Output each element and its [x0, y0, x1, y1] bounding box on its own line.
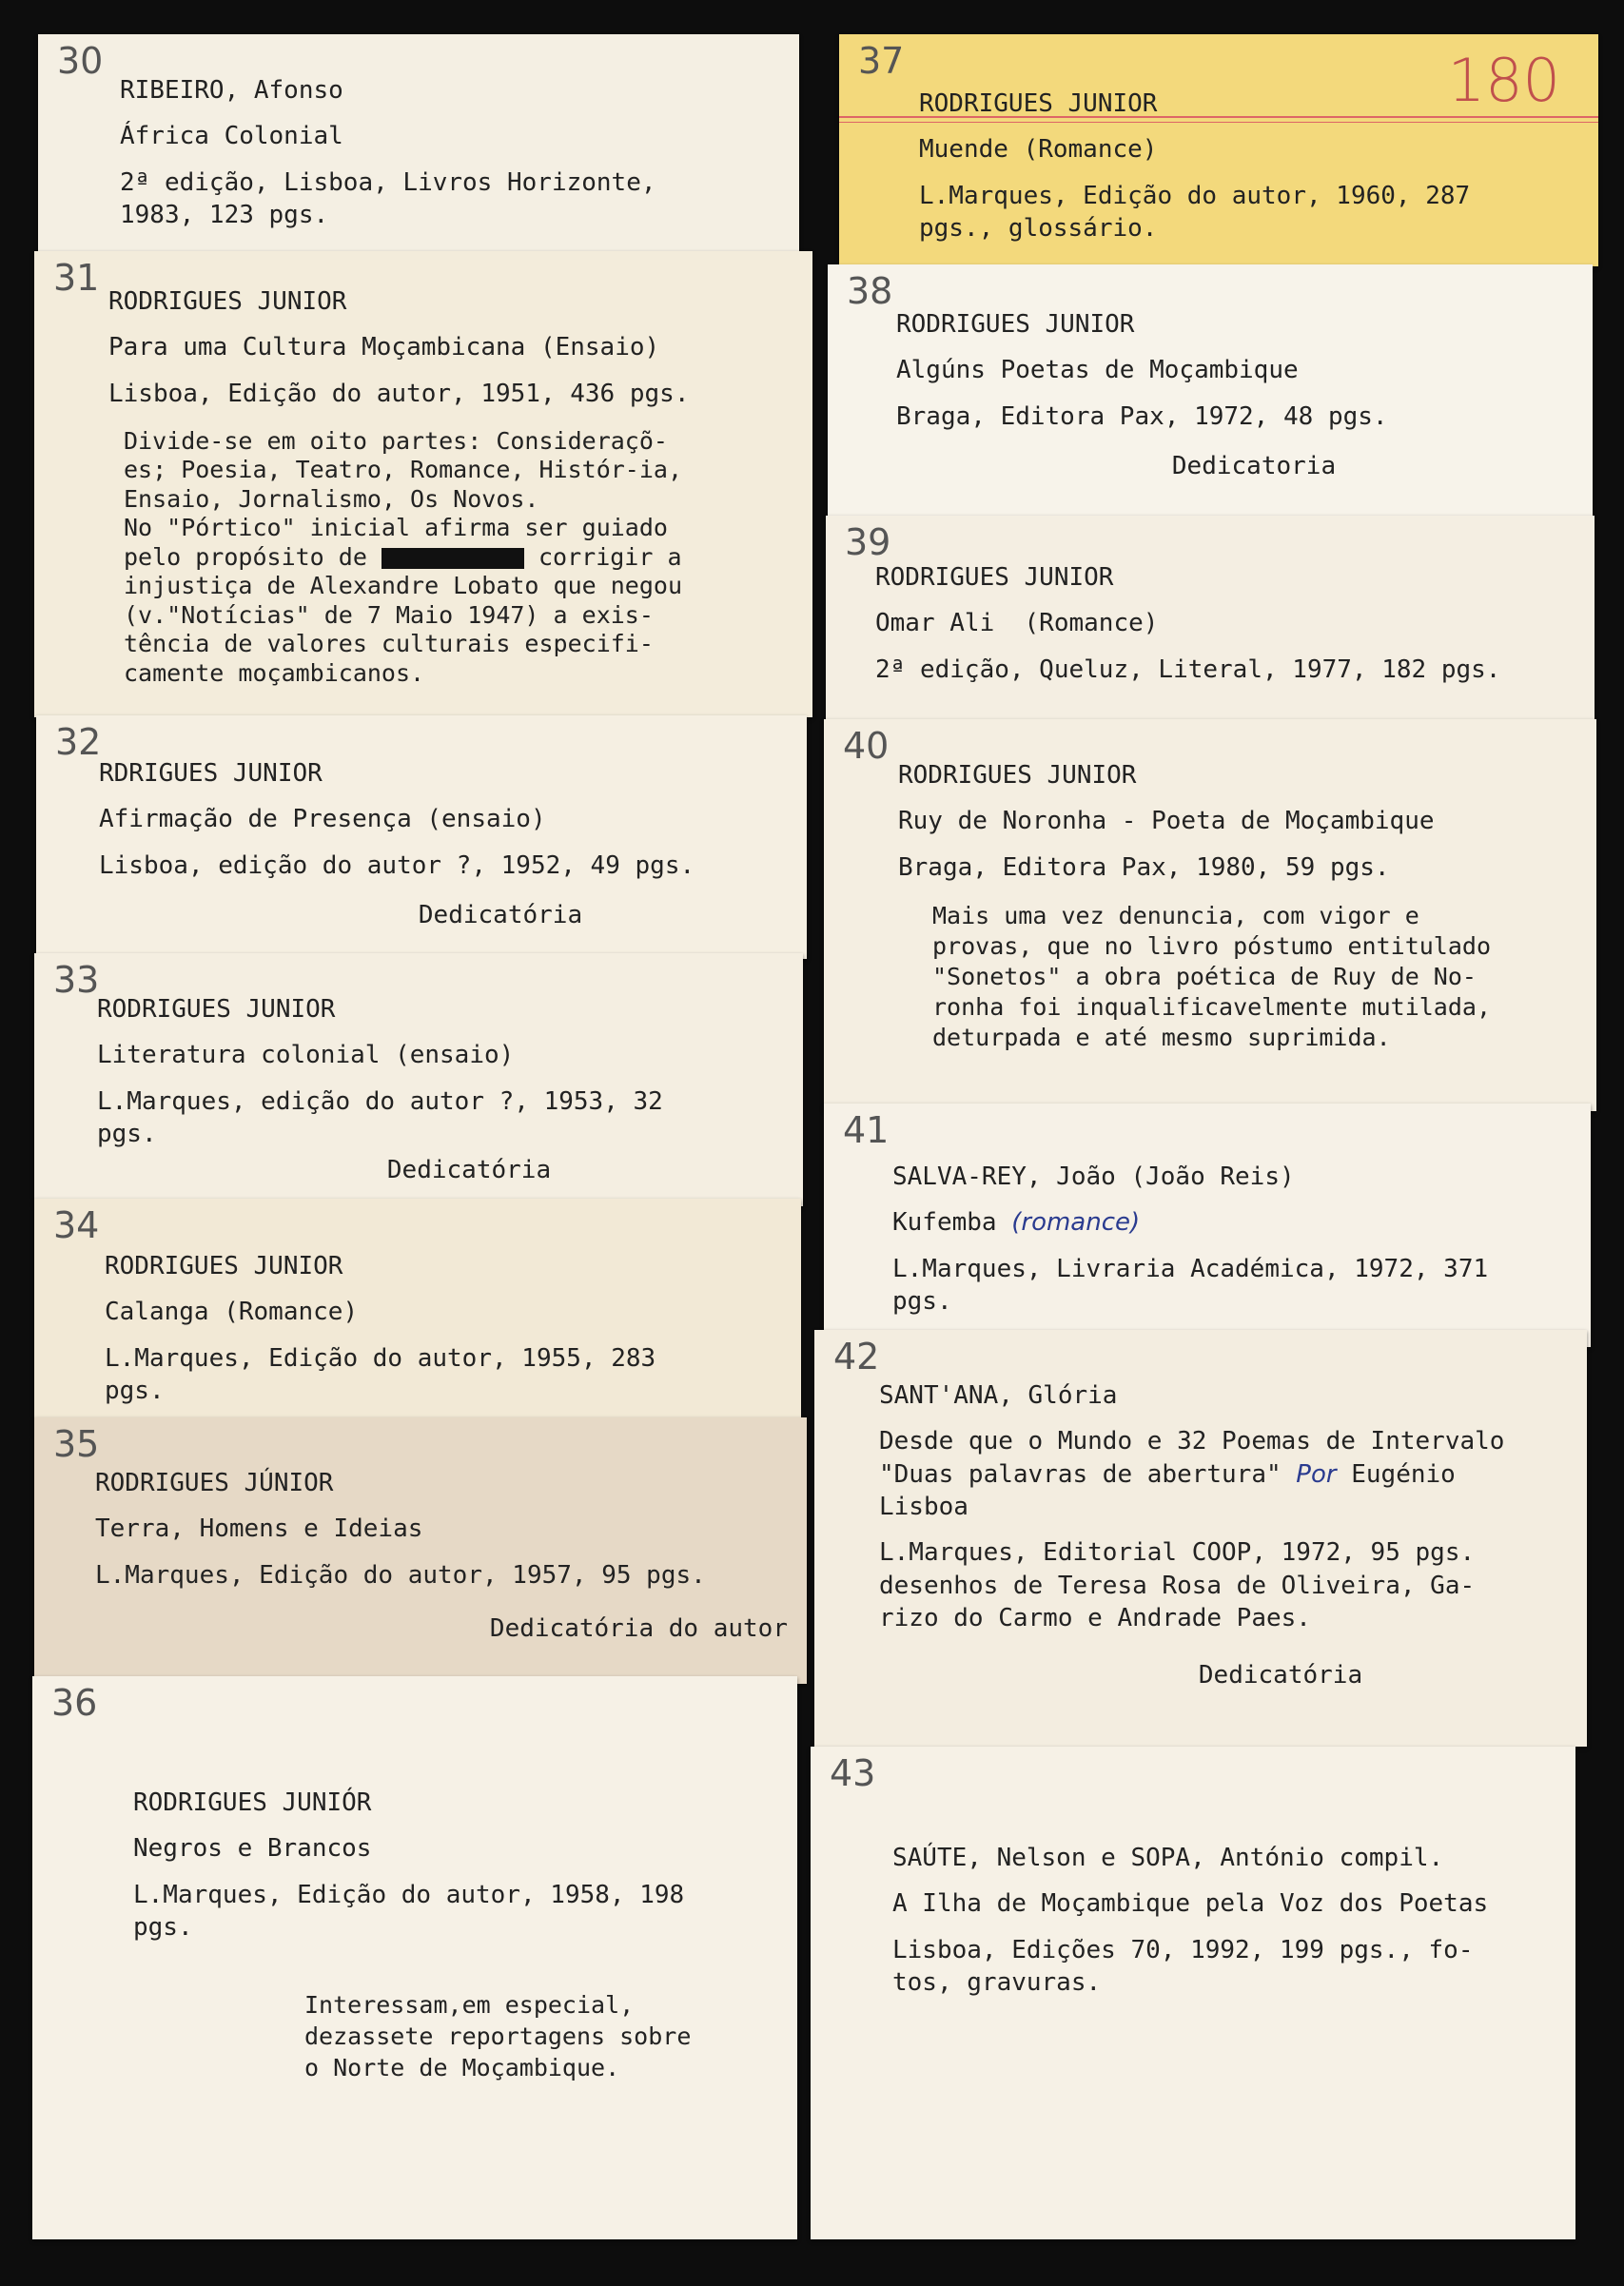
redaction-mark — [382, 548, 524, 569]
catalog-card-42 — [814, 1330, 1587, 1747]
catalog-card-31 — [34, 251, 812, 717]
card-title — [879, 1425, 1568, 1523]
catalog-card-30 — [38, 34, 799, 259]
title-handwritten: (romance) — [1011, 1208, 1141, 1238]
title-typed: Kufemba — [892, 1208, 997, 1238]
card-title: Algúns Poetas de Moçambique — [896, 356, 1299, 385]
card-number: 30 — [57, 40, 104, 82]
card-imprint: Braga, Editora Pax, 1972, 48 pgs. — [896, 401, 1388, 431]
catalog-card-38 — [828, 264, 1593, 521]
card-title: África Colonial — [120, 122, 343, 151]
card-number: 35 — [53, 1423, 100, 1465]
card-dedication: Dedicatoria — [1171, 451, 1337, 480]
card-dedication: Dedicatória do autor — [489, 1613, 788, 1643]
card-author: RODRIGUES JUNIÓR — [133, 1788, 372, 1817]
card-title — [892, 1206, 1572, 1239]
card-number: 39 — [845, 521, 891, 563]
card-imprint: L.Marques, Livraria Académica, 1972, 371 pgs. — [892, 1254, 1489, 1316]
card-number: 37 — [858, 40, 905, 82]
card-title: Muende (Romance) — [919, 135, 1158, 165]
catalog-card-32 — [36, 715, 807, 959]
card-author: RODRIGUES JUNIOR — [875, 563, 1114, 592]
card-title: A Ilha de Moçambique pela Voz dos Poetas — [892, 1889, 1489, 1919]
card-author: RODRIGUES JUNIOR — [97, 995, 336, 1024]
catalog-card-35 — [34, 1417, 807, 1684]
catalog-card-41 — [824, 1104, 1591, 1347]
card-imprint: Lisboa, Edição do autor, 1951, 436 pgs. — [108, 379, 690, 408]
card-author: SANT'ANA, Glória — [879, 1381, 1118, 1410]
card-dedication: Dedicatória — [1198, 1661, 1363, 1690]
card-number: 31 — [53, 257, 100, 299]
card-title: Ruy de Noronha - Poeta de Moçambique — [898, 807, 1435, 836]
card-title: Calanga (Romance) — [105, 1298, 359, 1327]
card-author: RODRIGUES JUNIOR — [919, 89, 1158, 118]
card-imprint: Lisboa, Edições 70, 1992, 199 pgs., fo- tos, gravuras. — [892, 1935, 1474, 1997]
card-note — [108, 427, 793, 689]
catalog-card-40 — [824, 719, 1596, 1111]
card-imprint: L.Marques, edição do autor ?, 1953, 32 pgs. — [97, 1086, 663, 1148]
card-imprint: 2ª edição, Lisboa, Livros Horizonte, 1983, 123 pgs. — [120, 167, 656, 229]
card-title: Afirmação de Presença (ensaio) — [99, 805, 546, 834]
catalog-card-33 — [34, 953, 803, 1206]
card-author: SALVA-REY, João (João Reis) — [892, 1163, 1295, 1191]
card-author: RODRIGUES JUNIOR — [896, 310, 1135, 339]
card-title: Omar Ali (Romance) — [875, 609, 1159, 638]
note-part-b: corrigir a injustiça de Alexandre Lobato que negou (v."Notícias" de 7 Maio 1947) a exis- tência de valores culturais especifi- camente moçambicanos. — [124, 542, 682, 687]
card-author: RODRIGUES JÚNIOR — [95, 1469, 334, 1497]
catalog-card-39 — [826, 516, 1595, 721]
card-number: 38 — [847, 270, 893, 312]
card-author: RDRIGUES JUNIOR — [99, 759, 323, 788]
card-imprint: L.Marques, Editorial COOP, 1972, 95 pgs. desenhos de Teresa Rosa de Oliveira, Ga- rizo do Carmo e Andrade Paes. — [879, 1538, 1476, 1632]
card-imprint: L.Marques, Edição do autor, 1955, 283 pgs. — [105, 1343, 656, 1405]
card-author: RODRIGUES JUNIOR — [105, 1252, 343, 1280]
card-author: RODRIGUES JUNIOR — [898, 761, 1137, 790]
card-number: 40 — [843, 725, 890, 767]
card-number: 42 — [833, 1336, 880, 1377]
title-typed-end: Eugénio Lisboa — [879, 1459, 1456, 1521]
card-imprint: L.Marques, Edição do autor, 1957, 95 pgs. — [95, 1560, 706, 1590]
catalog-card-37 — [839, 34, 1598, 266]
card-imprint: 2ª edição, Queluz, Literal, 1977, 182 pgs. — [875, 655, 1501, 684]
card-imprint: L.Marques, Edição do autor, 1958, 198 pgs. — [133, 1880, 685, 1942]
card-title: Terra, Homens e Ideias — [95, 1514, 423, 1544]
title-typed: Desde que o Mundo e 32 Poemas de Intervalo "Duas palavras de abertura" — [879, 1427, 1505, 1489]
card-imprint: Lisboa, edição do autor ?, 1952, 49 pgs. — [99, 850, 695, 880]
card-dedication: Dedicatória — [386, 1156, 552, 1185]
card-number: 43 — [830, 1752, 876, 1794]
card-number: 41 — [843, 1109, 890, 1151]
card-number: 34 — [53, 1204, 100, 1246]
note-part-a: Divide-se em oito partes: Consideraçõ- es; Poesia, Teatro, Romance, Histór-ia, Ensaio, Jornalismo, Os Novos. No "Pórtico" inicial afirma ser guiado pelo propósito de — [124, 426, 682, 571]
card-author: RIBEIRO, Afonso — [120, 76, 343, 105]
card-dedication: Dedicatória — [418, 900, 583, 929]
card-number: 33 — [53, 959, 100, 1001]
card-author: SAÚTE, Nelson e SOPA, António compil. — [892, 1844, 1444, 1872]
title-handwritten: Por — [1296, 1459, 1337, 1489]
catalog-card-34 — [34, 1199, 801, 1435]
card-note: Mais uma vez denuncia, com vigor e provas, que no livro póstumo entitulado "Sonetos" a obra poética de Ruy de No- ronha foi inqualificavelmente mutilada, deturpada e até mesmo suprimida. — [932, 901, 1491, 1051]
catalog-card-36 — [32, 1676, 797, 2239]
card-number: 32 — [55, 721, 102, 763]
card-author: RODRIGUES JUNIOR — [108, 287, 347, 316]
card-number: 36 — [51, 1682, 98, 1724]
card-imprint: L.Marques, Edição do autor, 1960, 287 pgs., glossário. — [919, 181, 1471, 243]
card-title: Negros e Brancos — [133, 1834, 372, 1864]
card-imprint: Braga, Editora Pax, 1980, 59 pgs. — [898, 852, 1390, 882]
card-title: Literatura colonial (ensaio) — [97, 1041, 515, 1070]
handwritten-number: 180 — [1447, 46, 1560, 115]
card-note: Interessam,em especial, dezassete reportagens sobre o Norte de Moçambique. — [304, 1991, 692, 2082]
catalog-card-43 — [811, 1747, 1575, 2239]
card-title: Para uma Cultura Moçambicana (Ensaio) — [108, 333, 660, 362]
